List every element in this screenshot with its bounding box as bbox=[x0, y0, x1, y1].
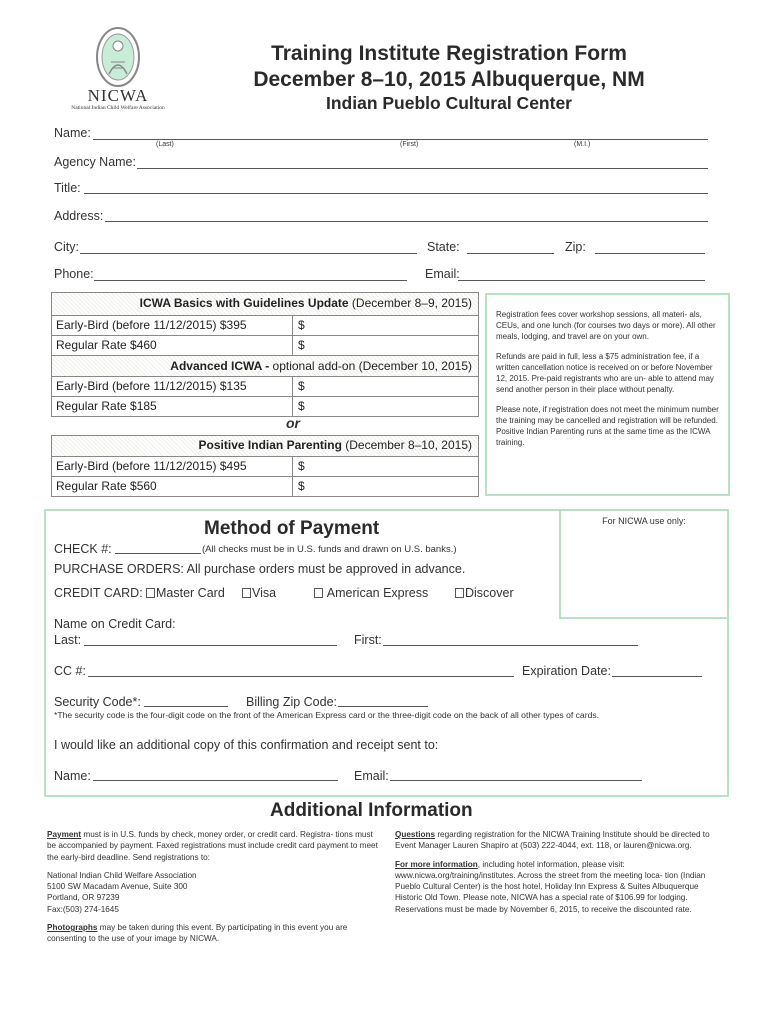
or-separator: or bbox=[286, 415, 300, 431]
purchase-orders-text: PURCHASE ORDERS: All purchase orders must be approved in advance. bbox=[54, 562, 466, 576]
fee-amount-input[interactable]: $ bbox=[298, 479, 305, 493]
email-field[interactable] bbox=[458, 280, 705, 281]
fee-row: Early-Bird (before 11/12/2015) $395 $ bbox=[52, 315, 478, 335]
city-label: City: bbox=[54, 240, 79, 254]
copy-email-field[interactable] bbox=[390, 780, 642, 781]
check-note: (All checks must be in U.S. funds and drawn on U.S. banks.) bbox=[202, 544, 457, 555]
fee-row: Regular Rate $185 $ bbox=[52, 396, 478, 417]
card-first-label: First: bbox=[354, 633, 382, 647]
parenting-fees-table bbox=[51, 435, 479, 497]
mailing-address: National Indian Child Welfare Association 5100 SW Macadam Avenue, Suite 300 Portland, OR 97239 Fax:(503) 274-1645 bbox=[47, 870, 197, 914]
agency-field[interactable] bbox=[137, 168, 708, 169]
card-first-name-field[interactable] bbox=[383, 645, 638, 646]
icwa-basics-header: ICWA Basics with Guidelines Update (December 8–9, 2015) bbox=[52, 293, 478, 315]
event-venue: Indian Pueblo Cultural Center bbox=[326, 93, 572, 113]
billing-zip-label: Billing Zip Code: bbox=[246, 695, 338, 709]
address-field[interactable] bbox=[105, 221, 708, 222]
zip-label: Zip: bbox=[565, 240, 586, 254]
card-last-label: Last: bbox=[54, 633, 82, 647]
address-label: Address: bbox=[54, 209, 104, 223]
fee-row: Early-Bird (before 11/12/2015) $135 $ bbox=[52, 376, 478, 396]
positive-parenting-header: Positive Indian Parenting (December 8–10, 2015) bbox=[52, 436, 478, 456]
fee-amount-input[interactable]: $ bbox=[298, 459, 305, 473]
billing-zip-field[interactable] bbox=[338, 706, 428, 707]
fee-row: Regular Rate $560 $ bbox=[52, 476, 478, 497]
cancellation-note: Please note, if registration does not meet the minimum number the training may be cancelled and registration will be refunded. Positive Indian Parenting runs at the same time as the ICWA training. bbox=[496, 405, 719, 447]
form-title: Training Institute Registration Form bbox=[271, 42, 627, 65]
phone-field[interactable] bbox=[94, 280, 407, 281]
security-code-field[interactable] bbox=[144, 706, 228, 707]
title-field[interactable] bbox=[84, 193, 708, 194]
phone-label: Phone: bbox=[54, 267, 94, 281]
name-field[interactable] bbox=[93, 139, 708, 140]
logo-wordmark: NICWA bbox=[87, 86, 149, 105]
fee-row: Early-Bird (before 11/12/2015) $495 $ bbox=[52, 456, 478, 476]
discover-option[interactable]: Discover bbox=[455, 586, 514, 600]
security-code-label: Security Code*: bbox=[54, 695, 141, 709]
city-field[interactable] bbox=[80, 253, 417, 254]
logo-subtitle: National Indian Child Welfare Association bbox=[71, 105, 165, 111]
copy-name-label: Name: bbox=[54, 769, 91, 783]
copy-email-label: Email: bbox=[354, 769, 389, 783]
additional-right-column bbox=[395, 829, 717, 922]
payment-title: Method of Payment bbox=[204, 518, 380, 539]
security-code-note: *The security code is the four-digit code on the front of the American Express card or the three-digit code on the back of all other types of cards. bbox=[54, 710, 600, 720]
more-info: For more information, including hotel information, please visit: www.nicwa.org/training/institutes. Across the street from the meeting loca- tion (Indian Pueblo Cultural Center) is the host hotel, Holiday Inn Express & Suites Albuquerque Historic Old Town. Please note, NICWA has a special rate of $106.99 for lodging. Reservations must be made by November 6, 2015, to receive the discounted rate. bbox=[395, 859, 706, 914]
credit-card-label: CREDIT CARD: bbox=[54, 586, 143, 600]
name-on-card-label: Name on Credit Card: bbox=[54, 617, 176, 631]
fees-cover-note: Registration fees cover workshop sessions, all materi- als, CEUs, and one lunch (for courses two days or more). All other meals, lodging, and travel are on your own. bbox=[496, 310, 716, 341]
expiration-field[interactable] bbox=[612, 676, 702, 677]
checkbox-icon bbox=[314, 588, 323, 598]
cc-number-label: CC #: bbox=[54, 664, 86, 678]
copy-name-field[interactable] bbox=[93, 780, 338, 781]
check-number-field[interactable] bbox=[115, 553, 201, 554]
title-label: Title: bbox=[54, 181, 81, 195]
additional-info-title: Additional Information bbox=[270, 800, 473, 821]
fee-row: Regular Rate $460 $ bbox=[52, 335, 478, 355]
visa-option[interactable]: Visa bbox=[242, 586, 276, 600]
icwa-fees-table bbox=[51, 292, 479, 417]
amex-option[interactable]: American Express bbox=[314, 586, 428, 600]
name-label: Name: bbox=[54, 126, 91, 140]
mastercard-option[interactable]: Master Card bbox=[146, 586, 225, 600]
questions-info: Questions regarding registration for the NICWA Training Institute should be directed to Event Manager Lauren Shapiro at (503) 222-4044, ext. 118, or lauren@nicwa.org. bbox=[395, 830, 710, 851]
card-last-name-field[interactable] bbox=[84, 645, 337, 646]
fee-amount-input[interactable]: $ bbox=[298, 399, 305, 413]
state-label: State: bbox=[427, 240, 460, 254]
additional-left-column bbox=[47, 829, 380, 952]
email-label: Email: bbox=[425, 267, 460, 281]
expiration-label: Expiration Date: bbox=[522, 664, 611, 678]
check-label: CHECK #: bbox=[54, 542, 112, 556]
photographs-info: Photographs may be taken during this event. By participating in this event you are consenting to the use of your image by NICWA. bbox=[47, 923, 348, 944]
refund-note: Refunds are paid in full, less a $75 administration fee, if a written cancellation notice is received on or before November 12, 2015. Pre-paid registrants who are un- able to attend may send another person in their place without penalty. bbox=[496, 352, 714, 394]
advanced-icwa-header: Advanced ICWA - optional add-on (December 10, 2015) bbox=[52, 355, 478, 376]
mi-sublabel: (M.I.) bbox=[574, 141, 591, 148]
state-field[interactable] bbox=[467, 253, 554, 254]
fee-amount-input[interactable]: $ bbox=[298, 318, 305, 332]
first-sublabel: (First) bbox=[400, 141, 419, 148]
checkbox-icon bbox=[242, 588, 251, 598]
agency-label: Agency Name: bbox=[54, 155, 136, 169]
event-date-location: December 8–10, 2015 Albuquerque, NM bbox=[253, 68, 645, 91]
fee-amount-input[interactable]: $ bbox=[298, 379, 305, 393]
nicwa-use-box: For NICWA use only: bbox=[559, 509, 729, 619]
copy-request-text: I would like an additional copy of this confirmation and receipt sent to: bbox=[54, 738, 439, 752]
fee-notes-box bbox=[485, 293, 730, 496]
checkbox-icon bbox=[455, 588, 464, 598]
payment-info: Payment must is in U.S. funds by check, money order, or credit card. Registra- tions must be accompanied by payment. Faxed registrations must include credit card payment to meet the early-bird deadline. Send registrations to: bbox=[47, 830, 378, 862]
last-sublabel: (Last) bbox=[156, 141, 174, 148]
zip-field[interactable] bbox=[595, 253, 705, 254]
checkbox-icon bbox=[146, 588, 155, 598]
cc-number-field[interactable] bbox=[88, 676, 514, 677]
fee-amount-input[interactable]: $ bbox=[298, 338, 305, 352]
